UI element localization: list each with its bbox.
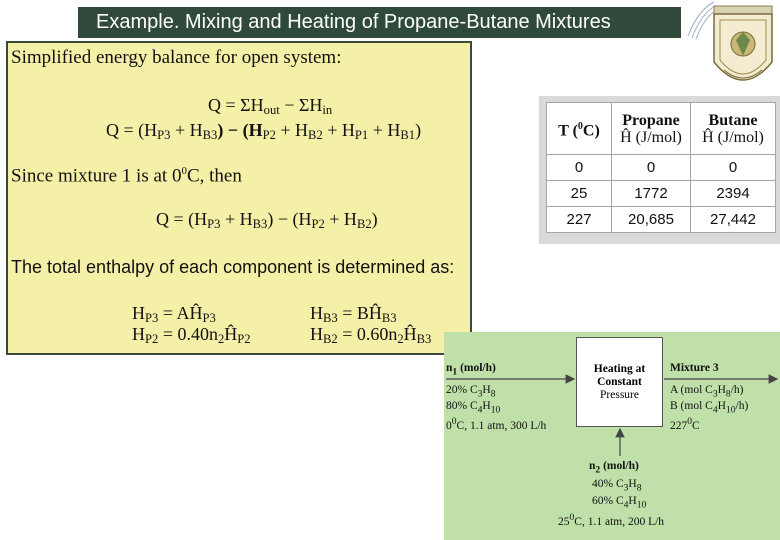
feed2-title: $n_2$ (mol/h) [589,460,639,476]
box-line: Constant [597,376,642,388]
feed1-title: $n_1$ (mol/h) [446,362,496,378]
feed2-propane: 40% $C_3H_8$ [592,478,642,494]
hp2-equation: HP2 = 0.40n2ĤP2 [132,324,251,347]
box-line: Heating at [593,363,646,375]
table-cell: 1772 [612,181,691,207]
process-flow-diagram [444,332,780,540]
feed1-butane: 80% $C_4H_{10}$ [446,400,501,416]
mixture3-propane: A (mol $C_3H_8/h$) [670,384,744,400]
table-cell: 2394 [691,181,776,207]
butane-header: Butane Ĥ (J/mol) [691,103,776,155]
enthalpy-table-container [539,96,780,244]
mixture-condition-text: Since mixture 1 is at $0^0C$, then [11,165,242,187]
simplified-heat-equation: Q = (HP3 + HB3) − (HP2 + HB2) [156,209,378,232]
table-row [547,181,776,207]
table-cell: 27,442 [691,207,776,233]
hb2-equation: HB2 = 0.60n2ĤB3 [310,324,432,347]
slide-title: Example. Mixing and Heating of Propane-Butane Mixtures [78,7,681,38]
enthalpy-table [546,102,776,233]
feed1-propane: 20% $C_3H_8$ [446,384,496,400]
energy-balance-equation: Q = ΣHout − ΣHin [208,95,333,118]
hb3-equation: HB3 = BĤB3 [310,303,397,326]
university-seal-icon [706,0,780,100]
hp3-equation: HP3 = AĤP3 [132,303,216,326]
table-cell: 227 [547,207,612,233]
feed2-butane: 60% $C_4H_{10}$ [592,495,647,511]
mixture3-temperature: $227^0C$ [670,416,700,432]
table-row [547,207,776,233]
table-cell: 20,685 [612,207,691,233]
energy-balance-panel [6,41,472,355]
enthalpy-description-text: The total enthalpy of each component is determined as: [11,257,455,277]
table-cell: 0 [691,155,776,181]
mixture3-butane: B (mol $C_4H_{10}/h$) [670,400,749,416]
table-cell: 0 [547,155,612,181]
heating-unit-box [576,337,663,427]
energy-balance-expanded-equation: Q = (HP3 + HB3) − (HP2 + HB2 + HP1 + HB1) [106,120,422,143]
table-cell: 0 [612,155,691,181]
temperature-header: T ($^0$C) [547,103,612,155]
table-cell: 25 [547,181,612,207]
mixture3-title: Mixture 3 [670,362,719,374]
feed1-conditions: $0^0C$, 1.1 atm, 300 L/h [446,416,547,432]
propane-header: Propane Ĥ (J/mol) [612,103,691,155]
table-row [547,155,776,181]
panel-intro-text: Simplified energy balance for open system: [11,47,342,68]
feed2-conditions: $25^0C$, 1.1 atm, 200 L/h [558,512,665,528]
box-line: Pressure [600,389,639,401]
